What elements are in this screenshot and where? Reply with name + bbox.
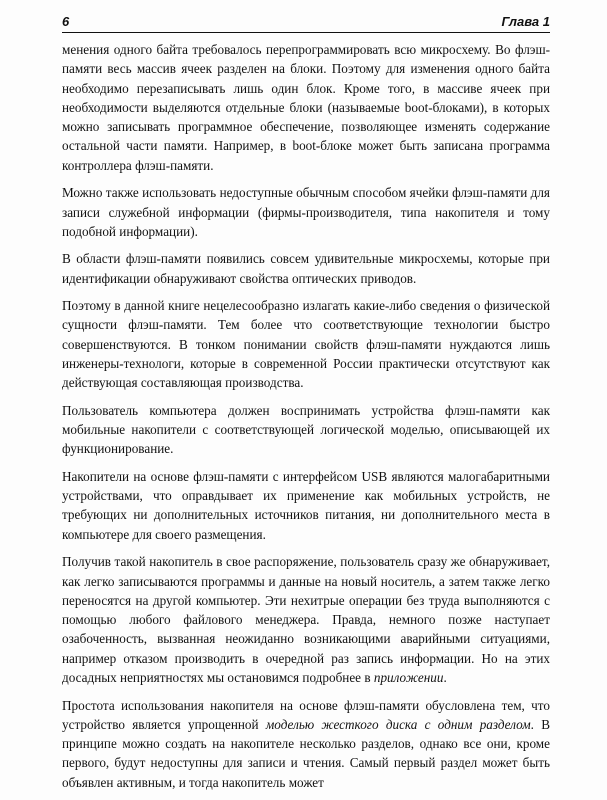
- paragraph: Поэтому в данной книге нецелесообразно излагать какие-либо сведения о физической сущности флэш-памяти. Тем более что соответствующие технологии быстро совершенствуются. В тонком понимании свойств флэш-памяти нуждаются лишь инженеры-технологи, которые в современной России практически отсутствуют как действующая составляющая производства.: [62, 298, 550, 391]
- paragraph-text: Простота использования накопителя на основе флэш-памяти обусловлена тем, что устройство является упрощенной: [62, 697, 550, 732]
- paragraph-text: Получив такой накопитель в свое распоряжение, пользователь сразу же обнаруживает, как легко записываются программы и данные на новый носитель, а затем также легко переносятся на другой компьютер. Эти нехитрые операции без труда выполняются с помощью любого файлового менеджера. Правда, немного позже наступает озабоченность, вызванная неожиданно возникающими аварийными ситуациями, например отказом производить в очередной раз запись информации. Но на этих досадных неприятностях мы остановимся подробнее в: [62, 554, 550, 686]
- italic-term: моделью жесткого диска с одним разделом: [265, 716, 531, 732]
- paragraph-text: .: [443, 670, 447, 686]
- page-body: [62, 40, 550, 800]
- paragraph: [62, 696, 550, 792]
- chapter-title: Глава 1: [501, 14, 550, 29]
- paragraph: В области флэш-памяти появились совсем удивительные микросхемы, которые при идентификации обнаруживают свойства оптических приводов.: [62, 251, 550, 286]
- paragraph: менения одного байта требовалось перепрограммировать всю микросхему. Во флэш-памяти весь массив ячеек разделен на блоки. Поэтому для изменения одного байта необходимо перезаписывать лишь один блок. Кроме того, в массиве ячеек при необходимости выделяются отдельные блоки (называемые boot-блоками), в которых можно записывать программное обеспечение, позволяющее изменять содержание остальной части памяти. Например, в boot-блоке может быть записана программа контроллера флэш-памяти.: [62, 42, 550, 173]
- paragraph: Пользователь компьютера должен воспринимать устройства флэш-памяти как мобильные накопители с соответствующей логической моделью, описывающей их функционирование.: [62, 402, 550, 457]
- running-header: [62, 12, 550, 32]
- italic-reference: приложении: [373, 670, 444, 686]
- paragraph: Накопители на основе флэш-памяти с интерфейсом USB являются малогабаритными устройствами, что оправдывает их применение как мобильных устройств, не требующих ни дополнительных источников питания, ни дополнительного места в компьютере для своего размещения.: [62, 468, 550, 542]
- header-rule: [62, 32, 550, 33]
- page-number: 6: [62, 14, 70, 29]
- paragraph-text: . В принципе можно создать на накопителе несколько разделов, однако все они, кроме первого, будут недоступны для записи и чтения. Самый первый раздел может быть объявлен активным, и тогда накопитель может: [62, 716, 551, 790]
- paragraph: [62, 552, 550, 687]
- paragraph: Можно также использовать недоступные обычным способом ячейки флэш-памяти для записи служебной информации (фирмы-производителя, типа накопителя и тому подобной информации).: [62, 185, 550, 239]
